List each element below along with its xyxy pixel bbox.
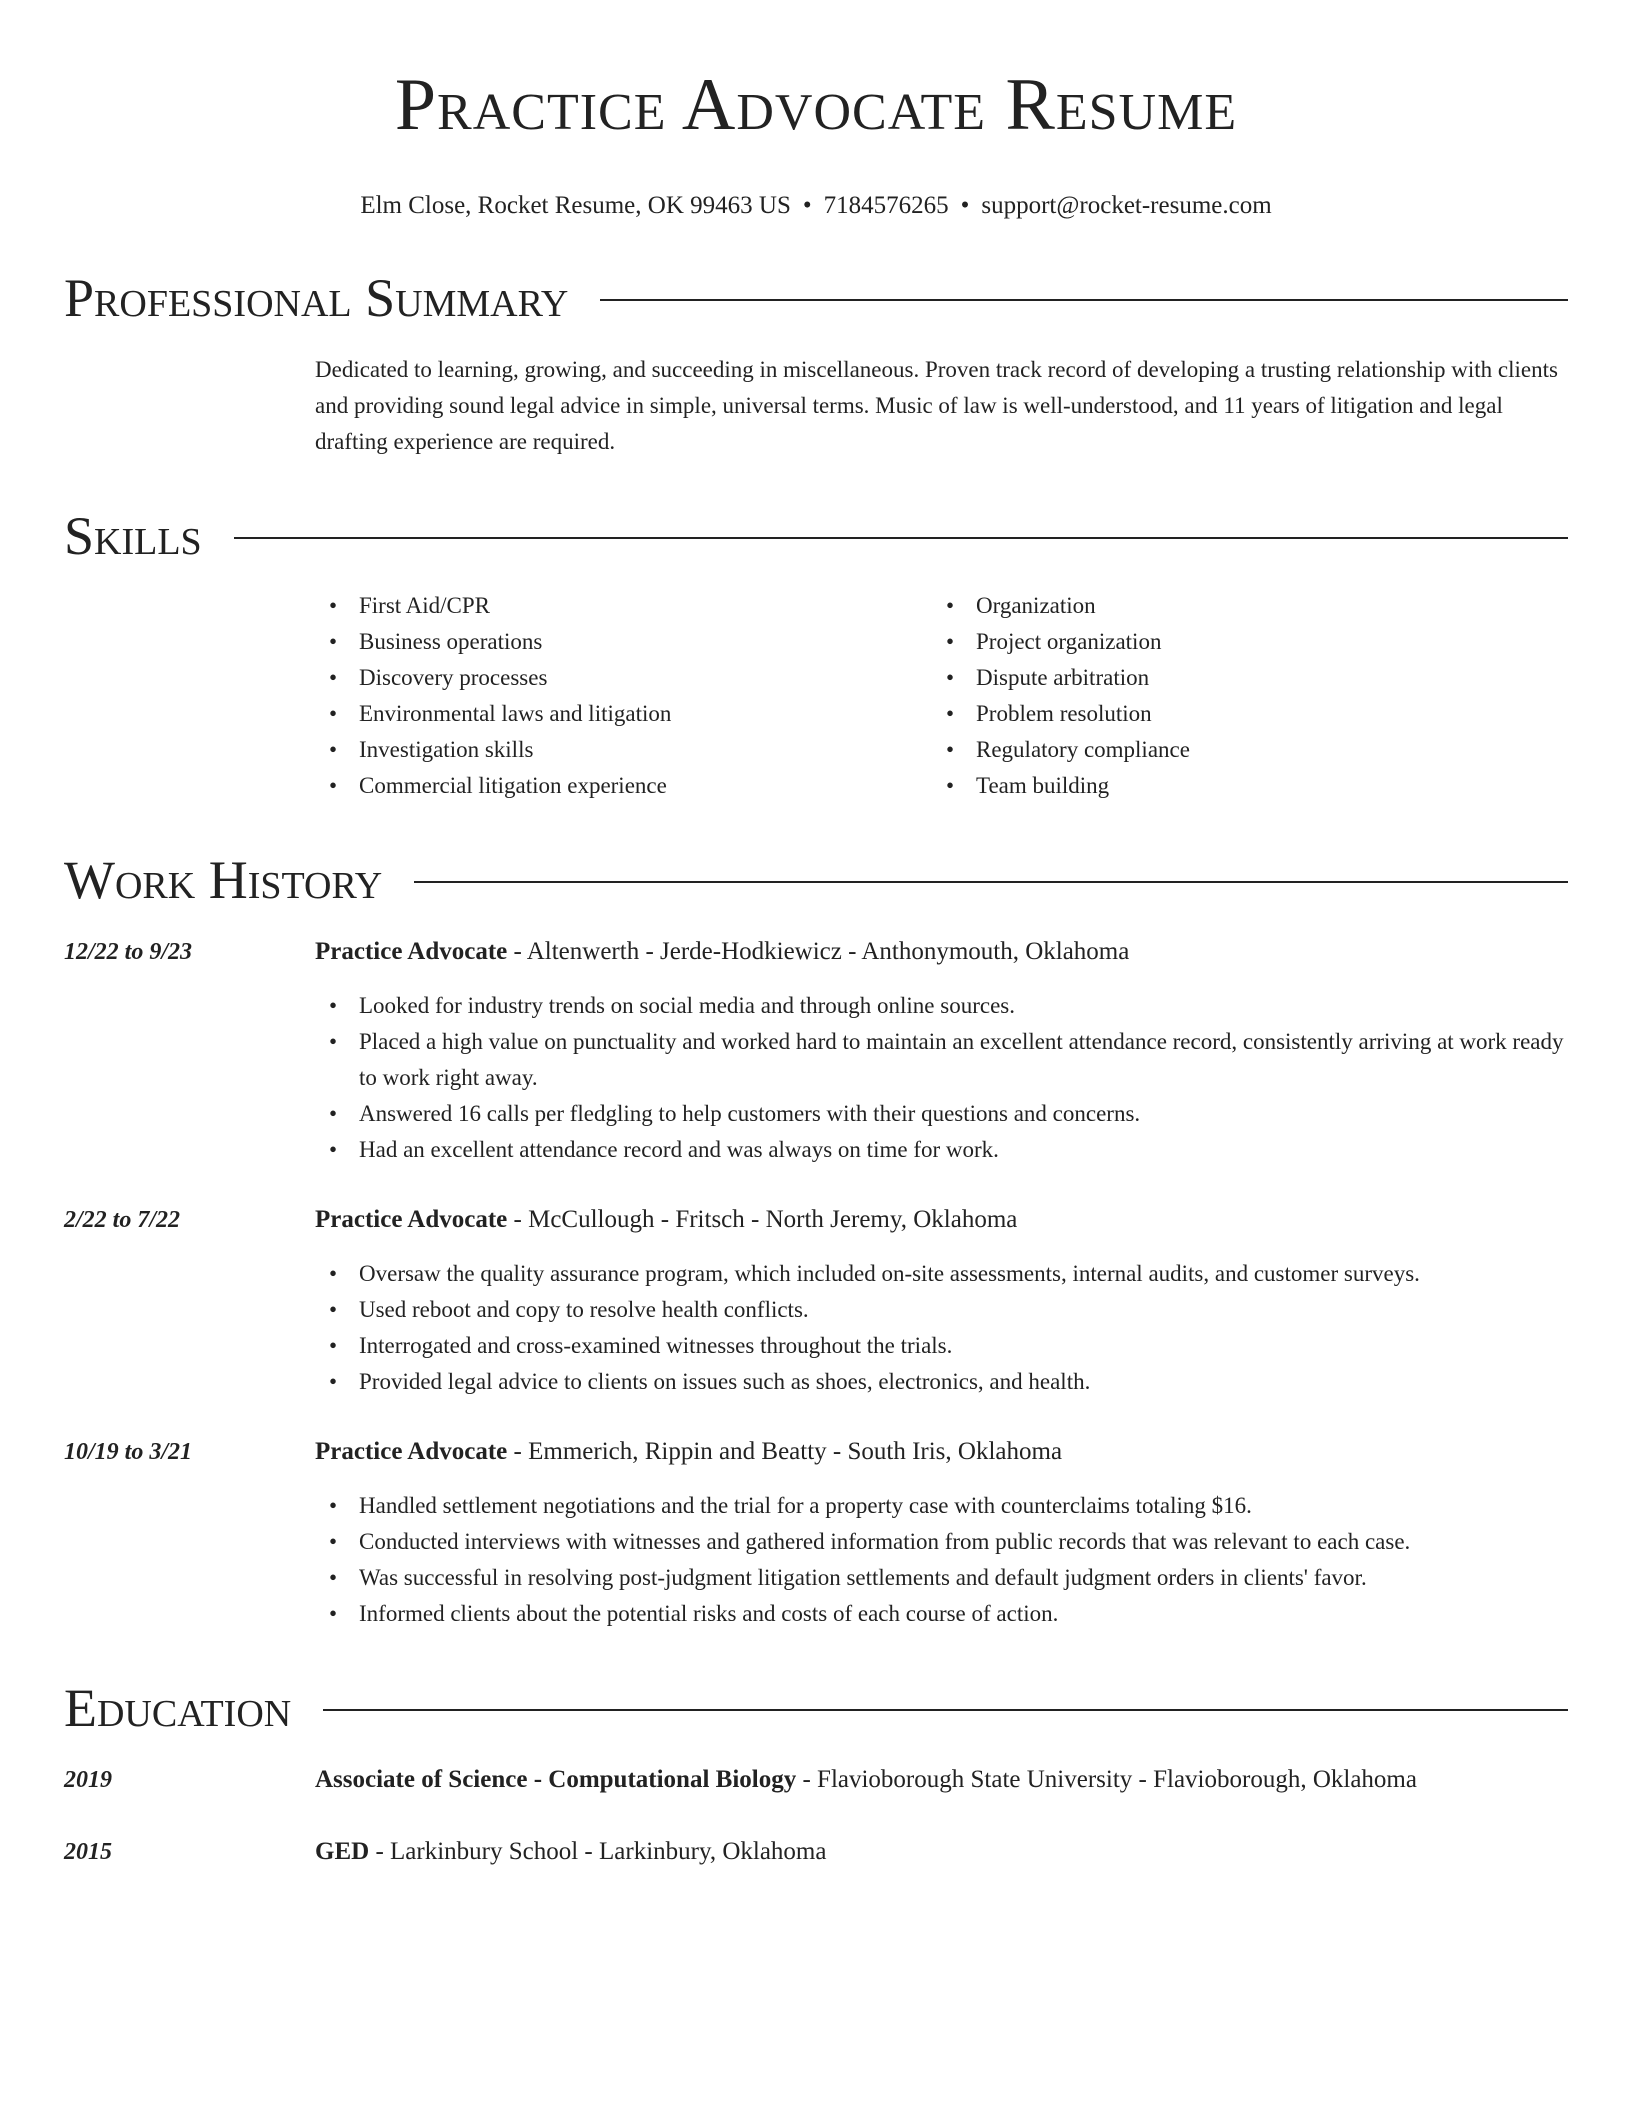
duty-item: • Was successful in resolving post-judgment litigation settlements and default judgment orders in clients' favor.	[315, 1560, 1568, 1596]
duty-item: • Looked for industry trends on social media and through online sources.	[315, 988, 1568, 1024]
duty-item: • Conducted interviews with witnesses and gathered information from public records that was relevant to each case.	[315, 1524, 1568, 1560]
skill-item: • First Aid/CPR	[315, 588, 932, 624]
education-entry	[64, 1762, 1568, 1798]
job-heading	[315, 1202, 1568, 1238]
resume-title: Practice Advocate Resume	[394, 64, 1238, 146]
duty-item: • Had an excellent attendance record and was always on time for work.	[315, 1132, 1568, 1168]
job-title: Practice Advocate	[315, 1206, 508, 1233]
job-title: Practice Advocate	[315, 1438, 508, 1465]
education-degree: GED	[315, 1838, 370, 1865]
skill-item: • Problem resolution	[932, 696, 1549, 732]
skill-item: • Commercial litigation experience	[315, 768, 932, 804]
section-divider	[414, 881, 1568, 883]
duty-item: • Handled settlement negotiations and the trial for a property case with counterclaims totaling $16.	[315, 1488, 1568, 1524]
section-title-skills: Skills	[64, 506, 202, 566]
skill-item: • Discovery processes	[315, 660, 932, 696]
skill-item: • Team building	[932, 768, 1549, 804]
education-degree: Associate of Science - Computational Biology	[315, 1766, 797, 1793]
skill-item: • Project organization	[932, 624, 1549, 660]
education-heading	[315, 1834, 1568, 1870]
summary-section-header	[64, 266, 1568, 330]
contact-line	[64, 190, 1568, 222]
job-duties	[315, 1256, 1568, 1400]
duty-item: • Answered 16 calls per fledgling to help customers with their questions and concerns.	[315, 1096, 1568, 1132]
address: Elm Close, Rocket Resume, OK 99463 US	[360, 192, 791, 219]
duty-item: • Provided legal advice to clients on issues such as shoes, electronics, and health.	[315, 1364, 1568, 1400]
skill-item: • Regulatory compliance	[932, 732, 1549, 768]
education-heading	[315, 1762, 1568, 1798]
job-entry	[64, 1434, 1568, 1632]
email: support@rocket-resume.com	[981, 192, 1272, 219]
section-divider	[323, 1709, 1568, 1711]
job-date: 2/22 to 7/22	[64, 1207, 181, 1233]
skill-item: • Organization	[932, 588, 1549, 624]
education-details: - Larkinbury School - Larkinbury, Oklahoma	[369, 1838, 827, 1865]
duty-item: • Interrogated and cross-examined witnesses throughout the trials.	[315, 1328, 1568, 1364]
skill-item: • Business operations	[315, 624, 932, 660]
education-date: 2019	[64, 1767, 112, 1793]
summary-text: Dedicated to learning, growing, and succeeding in miscellaneous. Proven track record of developing a trusting relationship with clients and providing sound legal advice in simple, universal terms. Music of law is well-understood, and 11 years of litigation and legal drafting experience are required.	[315, 357, 1558, 454]
duty-item: • Used reboot and copy to resolve health conflicts.	[315, 1292, 1568, 1328]
duty-item: • Informed clients about the potential risks and costs of each course of action.	[315, 1596, 1568, 1632]
job-heading	[315, 934, 1568, 970]
job-duties	[315, 1488, 1568, 1632]
skills-section-header	[64, 504, 1568, 568]
job-details: - Emmerich, Rippin and Beatty - South Iris, Oklahoma	[507, 1438, 1063, 1465]
skill-item: • Investigation skills	[315, 732, 932, 768]
phone: 7184576265	[823, 192, 949, 219]
job-date: 10/19 to 3/21	[64, 1439, 193, 1465]
duty-item: • Placed a high value on punctuality and worked hard to maintain an excellent attendance record, consistently arriving at work ready to work right away.	[315, 1024, 1568, 1096]
section-title-summary: Professional Summary	[64, 268, 569, 328]
work-section-header	[64, 848, 1568, 912]
skills-column-right	[932, 588, 1549, 804]
education-section-header	[64, 1676, 1568, 1740]
education-entry	[64, 1834, 1568, 1870]
skills-column-left	[315, 588, 932, 804]
skill-item: • Dispute arbitration	[932, 660, 1549, 696]
job-details: - McCullough - Fritsch - North Jeremy, Oklahoma	[507, 1206, 1018, 1233]
section-title-education: Education	[64, 1678, 292, 1738]
job-entry	[64, 934, 1568, 1168]
skill-item: • Environmental laws and litigation	[315, 696, 932, 732]
job-details: - Altenwerth - Jerde-Hodkiewicz - Anthonymouth, Oklahoma	[507, 938, 1130, 965]
job-duties	[315, 988, 1568, 1168]
separator-dot: •	[802, 192, 812, 219]
job-entry	[64, 1202, 1568, 1400]
job-date: 12/22 to 9/23	[64, 939, 193, 965]
education-details: - Flavioborough State University - Flavioborough, Oklahoma	[796, 1766, 1417, 1793]
duty-item: • Oversaw the quality assurance program, which included on-site assessments, internal audits, and customer surveys.	[315, 1256, 1568, 1292]
section-title-work: Work History	[64, 850, 383, 910]
section-divider	[600, 299, 1568, 301]
section-divider	[234, 537, 1568, 539]
education-date: 2015	[64, 1839, 112, 1865]
job-heading	[315, 1434, 1568, 1470]
skills-list	[315, 588, 1568, 804]
job-title: Practice Advocate	[315, 938, 508, 965]
separator-dot: •	[960, 192, 970, 219]
